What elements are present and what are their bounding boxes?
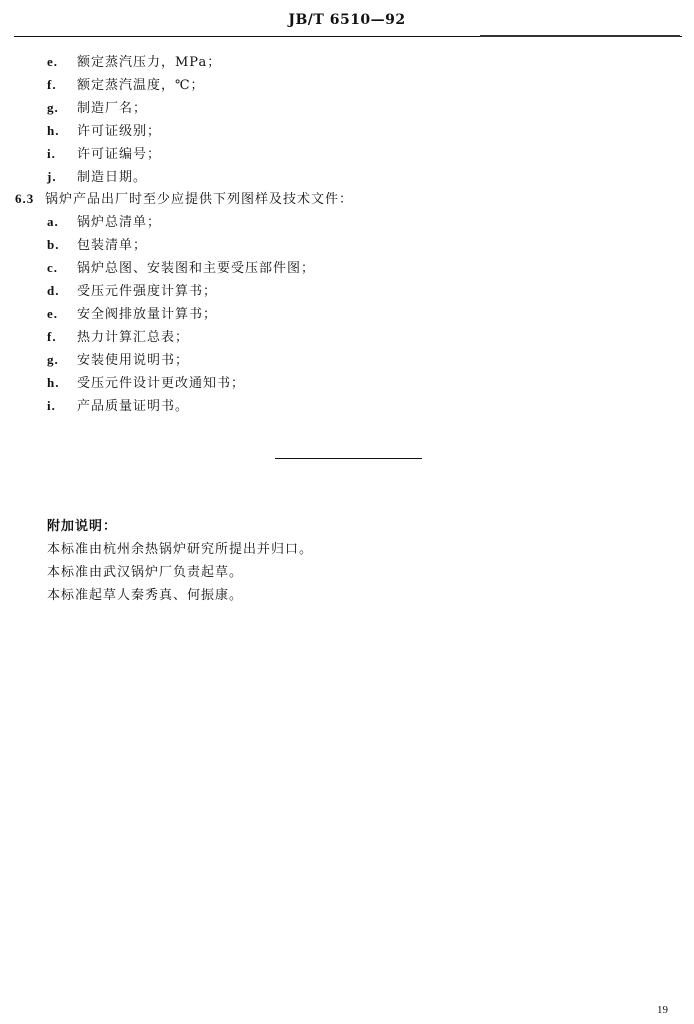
list-item <box>47 352 189 369</box>
note-line: 本标准起草人秦秀真、何振康。 <box>47 588 244 603</box>
item-label: i. <box>47 398 56 413</box>
item-label: g. <box>47 352 59 367</box>
item-text: 额定蒸汽温度，℃； <box>77 78 205 93</box>
item-label: b. <box>47 237 60 252</box>
section-heading <box>15 191 353 208</box>
item-label: e. <box>47 54 59 69</box>
list-item <box>47 123 161 140</box>
list-item <box>47 169 147 186</box>
section-number: 6.3 <box>15 191 35 206</box>
item-text: 制造厂名； <box>77 101 148 116</box>
note-line: 本标准由武汉锅炉厂负责起草。 <box>47 565 244 580</box>
item-label: h. <box>47 375 60 390</box>
item-label: h. <box>47 123 60 138</box>
item-label: e. <box>47 306 59 321</box>
notes-title: 附加说明： <box>47 519 118 534</box>
item-label: g. <box>47 100 59 115</box>
item-text: 许可证编号； <box>77 147 162 162</box>
standard-code: JB/T 6510—92 <box>288 12 406 28</box>
item-text: 额定蒸汽压力，MPa； <box>77 55 222 70</box>
section-text: 锅炉产品出厂时至少应提供下列图样及技术文件： <box>45 192 354 207</box>
list-item <box>47 306 217 323</box>
list-item <box>47 375 245 392</box>
item-text: 受压元件强度计算书； <box>77 284 218 299</box>
item-text: 锅炉总图、安装图和主要受压部件图； <box>77 261 316 276</box>
item-text: 产品质量证明书。 <box>77 399 190 414</box>
list-item <box>47 146 161 163</box>
item-label: i. <box>47 146 56 161</box>
item-text: 安全阀排放量计算书； <box>77 307 218 322</box>
item-text: 热力计算汇总表； <box>77 330 190 345</box>
list-item <box>47 214 161 231</box>
item-text: 安装使用说明书； <box>77 353 190 368</box>
header-rule-accent <box>480 35 680 37</box>
item-text: 包装清单； <box>77 238 148 253</box>
item-label: a. <box>47 214 59 229</box>
list-item <box>47 237 147 254</box>
item-label: f. <box>47 77 57 92</box>
item-label: c. <box>47 260 59 275</box>
list-item <box>47 54 221 71</box>
list-item <box>47 260 315 277</box>
list-item <box>47 100 147 117</box>
section-divider <box>275 458 422 459</box>
item-label: j. <box>47 169 57 184</box>
item-label: d. <box>47 283 60 298</box>
list-item <box>47 398 189 415</box>
list-item <box>47 283 217 300</box>
note-line: 本标准由杭州余热锅炉研究所提出并归口。 <box>47 542 314 557</box>
list-item <box>47 77 205 94</box>
page-number: 19 <box>657 1004 668 1016</box>
item-text: 许可证级别； <box>77 124 162 139</box>
list-item <box>47 329 189 346</box>
item-text: 受压元件设计更改通知书； <box>77 376 246 391</box>
item-label: f. <box>47 329 57 344</box>
item-text: 制造日期。 <box>77 170 148 185</box>
item-text: 锅炉总清单； <box>77 215 162 230</box>
